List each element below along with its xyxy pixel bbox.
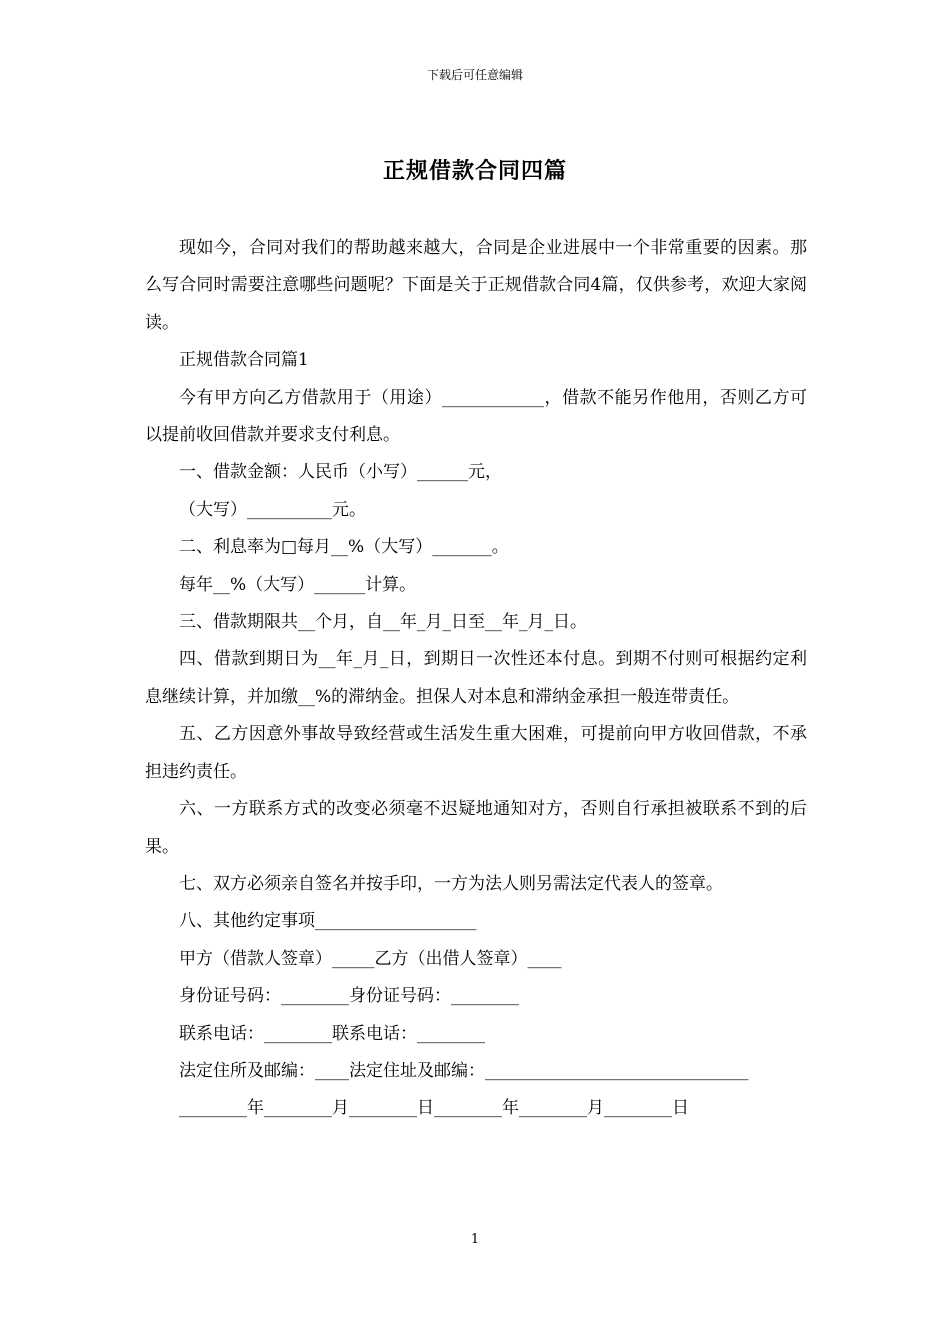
date-line: ________年________月________日________年________月________日 xyxy=(179,1098,689,1119)
contract-paragraph: （大写）__________元。 xyxy=(179,499,366,520)
intro-paragraph: 现如今，合同对我们的帮助越来越大，合同是企业进展中一个非常重要的因素。那么写合同时需要注意哪些问题呢？下面是关于正规借款合同4篇，仅供参考，欢迎大家阅读。 xyxy=(145,238,807,333)
contract-paragraph: 六、一方联系方式的改变必须毫不迟疑地通知对方，否则自行承担被联系不到的后果。 xyxy=(145,799,807,857)
contract-paragraph: 七、双方必须亲自签名并按手印，一方为法人则另需法定代表人的签章。 xyxy=(179,873,723,894)
page-header: 下载后可任意编辑 xyxy=(426,68,523,82)
contract-paragraph: 四、借款到期日为__年_月_日，到期日一次性还本付息。到期不付则可根据约定利息继续计算，并加缴__%的滞纳金。担保人对本息和滞纳金承担一般连带责任。 xyxy=(145,649,807,707)
signature-line: 甲方（借款人签章）_____乙方（出借人签章）____ xyxy=(179,948,562,969)
page-number: 1 xyxy=(470,1232,480,1247)
address-line: 法定住所及邮编：____法定住址及邮编：_______________________________ xyxy=(179,1060,749,1081)
document-title: 正规借款合同四篇 xyxy=(382,158,567,184)
contract-paragraph: 八、其他约定事项___________________ xyxy=(179,911,477,932)
contract-paragraph: 二、利息率为□每月__%（大写）_______。 xyxy=(179,537,509,558)
contract-paragraph: 五、乙方因意外事故导致经营或生活发生重大困难，可提前向甲方收回借款，不承担违约责任。 xyxy=(145,724,807,782)
contract-paragraph: 今有甲方向乙方借款用于（用途）____________，借款不能另作他用，否则乙方可以提前收回借款并要求支付利息。 xyxy=(145,387,807,446)
phone-line: 联系电话：________联系电话：________ xyxy=(179,1023,485,1044)
contract-paragraph: 一、借款金额：人民币（小写）______元， xyxy=(179,462,502,483)
id-number-line: 身份证号码：________身份证号码：________ xyxy=(179,986,519,1007)
contract-paragraph: 每年__%（大写）______计算。 xyxy=(179,574,417,595)
document-body xyxy=(145,230,807,1128)
contract-paragraph: 三、借款期限共__个月，自__年_月_日至__年_月_日。 xyxy=(179,612,587,633)
section-heading: 正规借款合同篇1 xyxy=(179,350,309,371)
